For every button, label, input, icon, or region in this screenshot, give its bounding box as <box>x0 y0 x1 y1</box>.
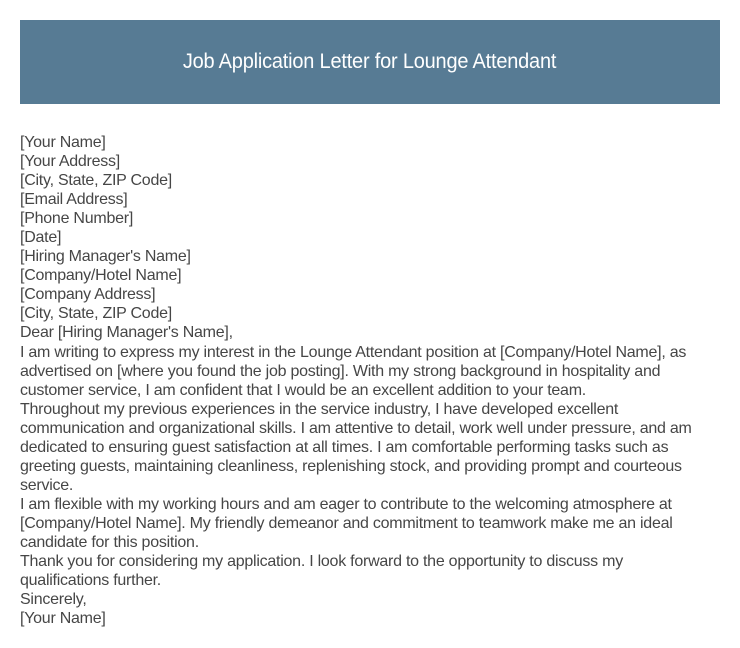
paragraph-line: advertised on [where you found the job posting]. With my strong background in hospitality and <box>20 362 661 380</box>
sender-address: [Your Address] <box>20 153 120 171</box>
paragraph-line: service. <box>20 476 74 494</box>
paragraph-line: [Company/Hotel Name]. My friendly demeanor and commitment to teamwork make me an ideal <box>20 514 673 532</box>
sender-city-state-zip: [City, State, ZIP Code] <box>20 172 172 190</box>
sender-block <box>20 133 722 247</box>
sender-name: [Your Name] <box>20 134 106 151</box>
paragraph-line: greeting guests, maintaining cleanliness, replenishing stock, and providing prompt and courteous <box>20 457 682 475</box>
recipient-company-address: [Company Address] <box>20 286 156 304</box>
paragraph-line: qualifications further. <box>20 572 161 590</box>
paragraph-line: communication and organizational skills. I am attentive to detail, work well under pressure, and am <box>20 419 692 437</box>
letter-body <box>20 133 722 628</box>
paragraph-thanks <box>20 552 722 590</box>
recipient-block <box>20 247 722 323</box>
paragraph-flexibility <box>20 495 722 552</box>
sender-phone: [Phone Number] <box>20 210 134 228</box>
paragraph-experience <box>20 400 722 495</box>
recipient-city-state-zip: [City, State, ZIP Code] <box>20 305 172 323</box>
paragraph-line: Thank you for considering my application. I look forward to the opportunity to discuss my <box>20 553 623 571</box>
title-banner <box>20 20 720 104</box>
paragraph-intro <box>20 343 722 400</box>
signature: [Your Name] <box>20 610 106 628</box>
paragraph-line: I am writing to express my interest in the Lounge Attendant position at [Company/Hotel Name], as <box>20 343 687 361</box>
salutation: Dear [Hiring Manager's Name], <box>20 324 233 342</box>
page-title: Job Application Letter for Lounge Attendant <box>183 50 557 73</box>
paragraph-line: dedicated to ensuring guest satisfaction at all times. I am comfortable performing tasks such as <box>20 438 669 456</box>
sender-email: [Email Address] <box>20 191 128 209</box>
paragraph-line: Throughout my previous experiences in the service industry, I have developed excellent <box>20 400 619 418</box>
paragraph-line: customer service, I am confident that I would be an excellent addition to your team. <box>20 381 586 399</box>
letter-date: [Date] <box>20 229 62 247</box>
recipient-hiring-manager: [Hiring Manager's Name] <box>20 248 191 266</box>
recipient-company: [Company/Hotel Name] <box>20 267 182 285</box>
paragraph-line: candidate for this position. <box>20 533 199 551</box>
paragraph-line: I am flexible with my working hours and am eager to contribute to the welcoming atmosphere at <box>20 495 672 513</box>
closing: Sincerely, <box>20 591 87 609</box>
